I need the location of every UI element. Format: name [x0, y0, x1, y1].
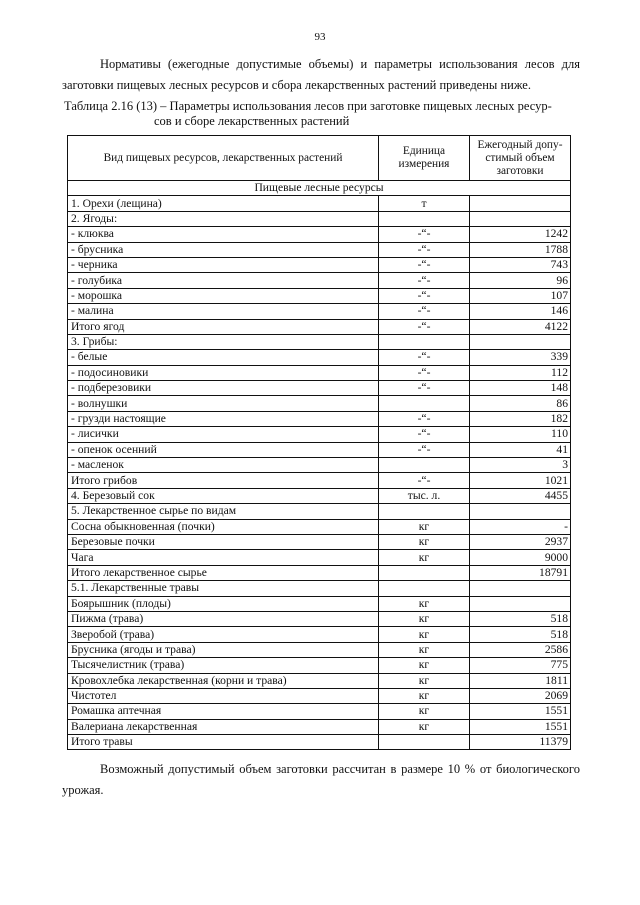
cell-unit [379, 396, 470, 411]
cell-unit: -“- [379, 288, 470, 303]
cell-annual-volume [470, 196, 571, 211]
cell-unit: -“- [379, 242, 470, 257]
section-row [68, 181, 571, 196]
cell-annual-volume [470, 581, 571, 596]
table-row [68, 411, 571, 426]
cell-resource-name: Кровохлебка лекарственная (корни и трава) [68, 673, 379, 688]
cell-unit: -“- [379, 365, 470, 380]
table-row [68, 504, 571, 519]
table-row [68, 273, 571, 288]
cell-unit: кг [379, 658, 470, 673]
table-row [68, 334, 571, 349]
cell-resource-name: - клюква [68, 227, 379, 242]
table-row [68, 319, 571, 334]
cell-annual-volume [470, 596, 571, 611]
section-title: Пищевые лесные ресурсы [68, 181, 571, 196]
cell-unit [379, 334, 470, 349]
table-row [68, 673, 571, 688]
cell-annual-volume: 518 [470, 627, 571, 642]
table-row [68, 381, 571, 396]
table-row [68, 611, 571, 626]
cell-unit: кг [379, 519, 470, 534]
table-caption-line2: сов и сборе лекарственных растений [154, 114, 350, 128]
table-row [68, 442, 571, 457]
cell-unit: кг [379, 611, 470, 626]
cell-resource-name: - волнушки [68, 396, 379, 411]
cell-unit: т [379, 196, 470, 211]
cell-annual-volume: 9000 [470, 550, 571, 565]
cell-unit: кг [379, 719, 470, 734]
cell-unit: -“- [379, 319, 470, 334]
cell-resource-name: - брусника [68, 242, 379, 257]
cell-unit: кг [379, 627, 470, 642]
cell-resource-name: - морошка [68, 288, 379, 303]
cell-annual-volume: 11379 [470, 735, 571, 750]
cell-annual-volume: 518 [470, 611, 571, 626]
cell-unit: -“- [379, 304, 470, 319]
cell-annual-volume: 41 [470, 442, 571, 457]
cell-resource-name: Итого лекарственное сырье [68, 565, 379, 580]
table-row [68, 458, 571, 473]
cell-resource-name: Тысячелистник (трава) [68, 658, 379, 673]
cell-resource-name: - опенок осенний [68, 442, 379, 457]
cell-resource-name: - черника [68, 257, 379, 272]
cell-resource-name: Валериана лекарственная [68, 719, 379, 734]
cell-unit: кг [379, 596, 470, 611]
table-row [68, 581, 571, 596]
table-row [68, 288, 571, 303]
cell-annual-volume: 1811 [470, 673, 571, 688]
cell-resource-name: Сосна обыкновенная (почки) [68, 519, 379, 534]
cell-unit: кг [379, 704, 470, 719]
cell-annual-volume [470, 334, 571, 349]
cell-unit: кг [379, 688, 470, 703]
cell-resource-name: Чага [68, 550, 379, 565]
cell-resource-name: 5. Лекарственное сырье по видам [68, 504, 379, 519]
cell-unit [379, 735, 470, 750]
table-caption [64, 99, 584, 129]
table-row [68, 627, 571, 642]
table-row [68, 304, 571, 319]
cell-unit: -“- [379, 473, 470, 488]
table-caption-line1: Таблица 2.16 (13) – Параметры использования лесов при заготовке пищевых лесных ресур- [64, 99, 552, 113]
table-row [68, 257, 571, 272]
cell-annual-volume: 2069 [470, 688, 571, 703]
table-row [68, 658, 571, 673]
cell-annual-volume: 1021 [470, 473, 571, 488]
cell-annual-volume: 182 [470, 411, 571, 426]
cell-annual-volume: 112 [470, 365, 571, 380]
cell-unit: тыс. л. [379, 488, 470, 503]
cell-resource-name: - подосиновики [68, 365, 379, 380]
cell-annual-volume: 110 [470, 427, 571, 442]
cell-unit [379, 211, 470, 226]
table-row [68, 427, 571, 442]
cell-resource-name: 1. Орехи (лещина) [68, 196, 379, 211]
table-row [68, 642, 571, 657]
table-row [68, 550, 571, 565]
cell-unit: -“- [379, 257, 470, 272]
cell-resource-name: - масленок [68, 458, 379, 473]
cell-unit [379, 581, 470, 596]
cell-annual-volume: 148 [470, 381, 571, 396]
cell-annual-volume: 107 [470, 288, 571, 303]
cell-annual-volume: 2586 [470, 642, 571, 657]
cell-resource-name: - подберезовики [68, 381, 379, 396]
table-row [68, 735, 571, 750]
cell-unit: кг [379, 673, 470, 688]
table-row [68, 396, 571, 411]
cell-annual-volume: 2937 [470, 534, 571, 549]
header-resource-type: Вид пищевых ресурсов, лекарственных растений [68, 136, 379, 181]
cell-resource-name: - голубика [68, 273, 379, 288]
cell-annual-volume: 3 [470, 458, 571, 473]
cell-resource-name: Итого грибов [68, 473, 379, 488]
cell-resource-name: Чистотел [68, 688, 379, 703]
cell-unit [379, 504, 470, 519]
cell-annual-volume: 4455 [470, 488, 571, 503]
table-row [68, 565, 571, 580]
cell-resource-name: Зверобой (трава) [68, 627, 379, 642]
cell-unit: кг [379, 534, 470, 549]
cell-annual-volume: 1551 [470, 719, 571, 734]
cell-unit: -“- [379, 411, 470, 426]
table-row [68, 704, 571, 719]
table-row [68, 350, 571, 365]
cell-resource-name: 4. Березовый сок [68, 488, 379, 503]
cell-annual-volume: 86 [470, 396, 571, 411]
cell-annual-volume: 1788 [470, 242, 571, 257]
forest-use-parameters-table [67, 135, 571, 750]
cell-resource-name: Итого травы [68, 735, 379, 750]
table-row [68, 473, 571, 488]
cell-resource-name: Брусника (ягоды и трава) [68, 642, 379, 657]
cell-resource-name: - лисички [68, 427, 379, 442]
cell-resource-name: Березовые почки [68, 534, 379, 549]
cell-annual-volume: 339 [470, 350, 571, 365]
cell-resource-name: Ромашка аптечная [68, 704, 379, 719]
cell-unit: -“- [379, 442, 470, 457]
cell-annual-volume [470, 504, 571, 519]
cell-annual-volume: 743 [470, 257, 571, 272]
cell-resource-name: 5.1. Лекарственные травы [68, 581, 379, 596]
cell-resource-name: 2. Ягоды: [68, 211, 379, 226]
cell-resource-name: 3. Грибы: [68, 334, 379, 349]
cell-resource-name: Итого ягод [68, 319, 379, 334]
header-unit: Единица измерения [379, 136, 470, 181]
cell-annual-volume: 96 [470, 273, 571, 288]
header-annual-volume: Ежегодный допу-стимый объем заготовки [470, 136, 571, 181]
cell-unit: -“- [379, 381, 470, 396]
table-row [68, 365, 571, 380]
cell-unit [379, 565, 470, 580]
cell-annual-volume: 1551 [470, 704, 571, 719]
cell-annual-volume: 4122 [470, 319, 571, 334]
table-row [68, 227, 571, 242]
table-row [68, 534, 571, 549]
cell-unit: кг [379, 642, 470, 657]
table-row [68, 242, 571, 257]
cell-annual-volume: 1242 [470, 227, 571, 242]
table-row [68, 519, 571, 534]
cell-annual-volume: 18791 [470, 565, 571, 580]
cell-annual-volume [470, 211, 571, 226]
cell-resource-name: - грузди настоящие [68, 411, 379, 426]
cell-annual-volume: 146 [470, 304, 571, 319]
cell-unit [379, 458, 470, 473]
cell-resource-name: Пижма (трава) [68, 611, 379, 626]
table-row [68, 196, 571, 211]
cell-unit: -“- [379, 427, 470, 442]
cell-unit: -“- [379, 273, 470, 288]
cell-resource-name: - малина [68, 304, 379, 319]
cell-annual-volume: - [470, 519, 571, 534]
table-row [68, 596, 571, 611]
cell-unit: -“- [379, 350, 470, 365]
conclusion-paragraph: Возможный допустимый объем заготовки рассчитан в размере 10 % от биологического урожая. [62, 762, 580, 797]
cell-resource-name: - белые [68, 350, 379, 365]
table-row [68, 719, 571, 734]
cell-annual-volume: 775 [470, 658, 571, 673]
table-row [68, 488, 571, 503]
table-row [68, 688, 571, 703]
cell-resource-name: Боярышник (плоды) [68, 596, 379, 611]
cell-unit: кг [379, 550, 470, 565]
intro-paragraph: Нормативы (ежегодные допустимые объемы) и параметры использования лесов для заготовки пищевых лесных ресурсов и сбора лекарственных растений приведены ниже. [62, 57, 580, 92]
table-row [68, 211, 571, 226]
table-header-row [68, 136, 571, 181]
cell-unit: -“- [379, 227, 470, 242]
page-number: 93 [314, 31, 326, 43]
